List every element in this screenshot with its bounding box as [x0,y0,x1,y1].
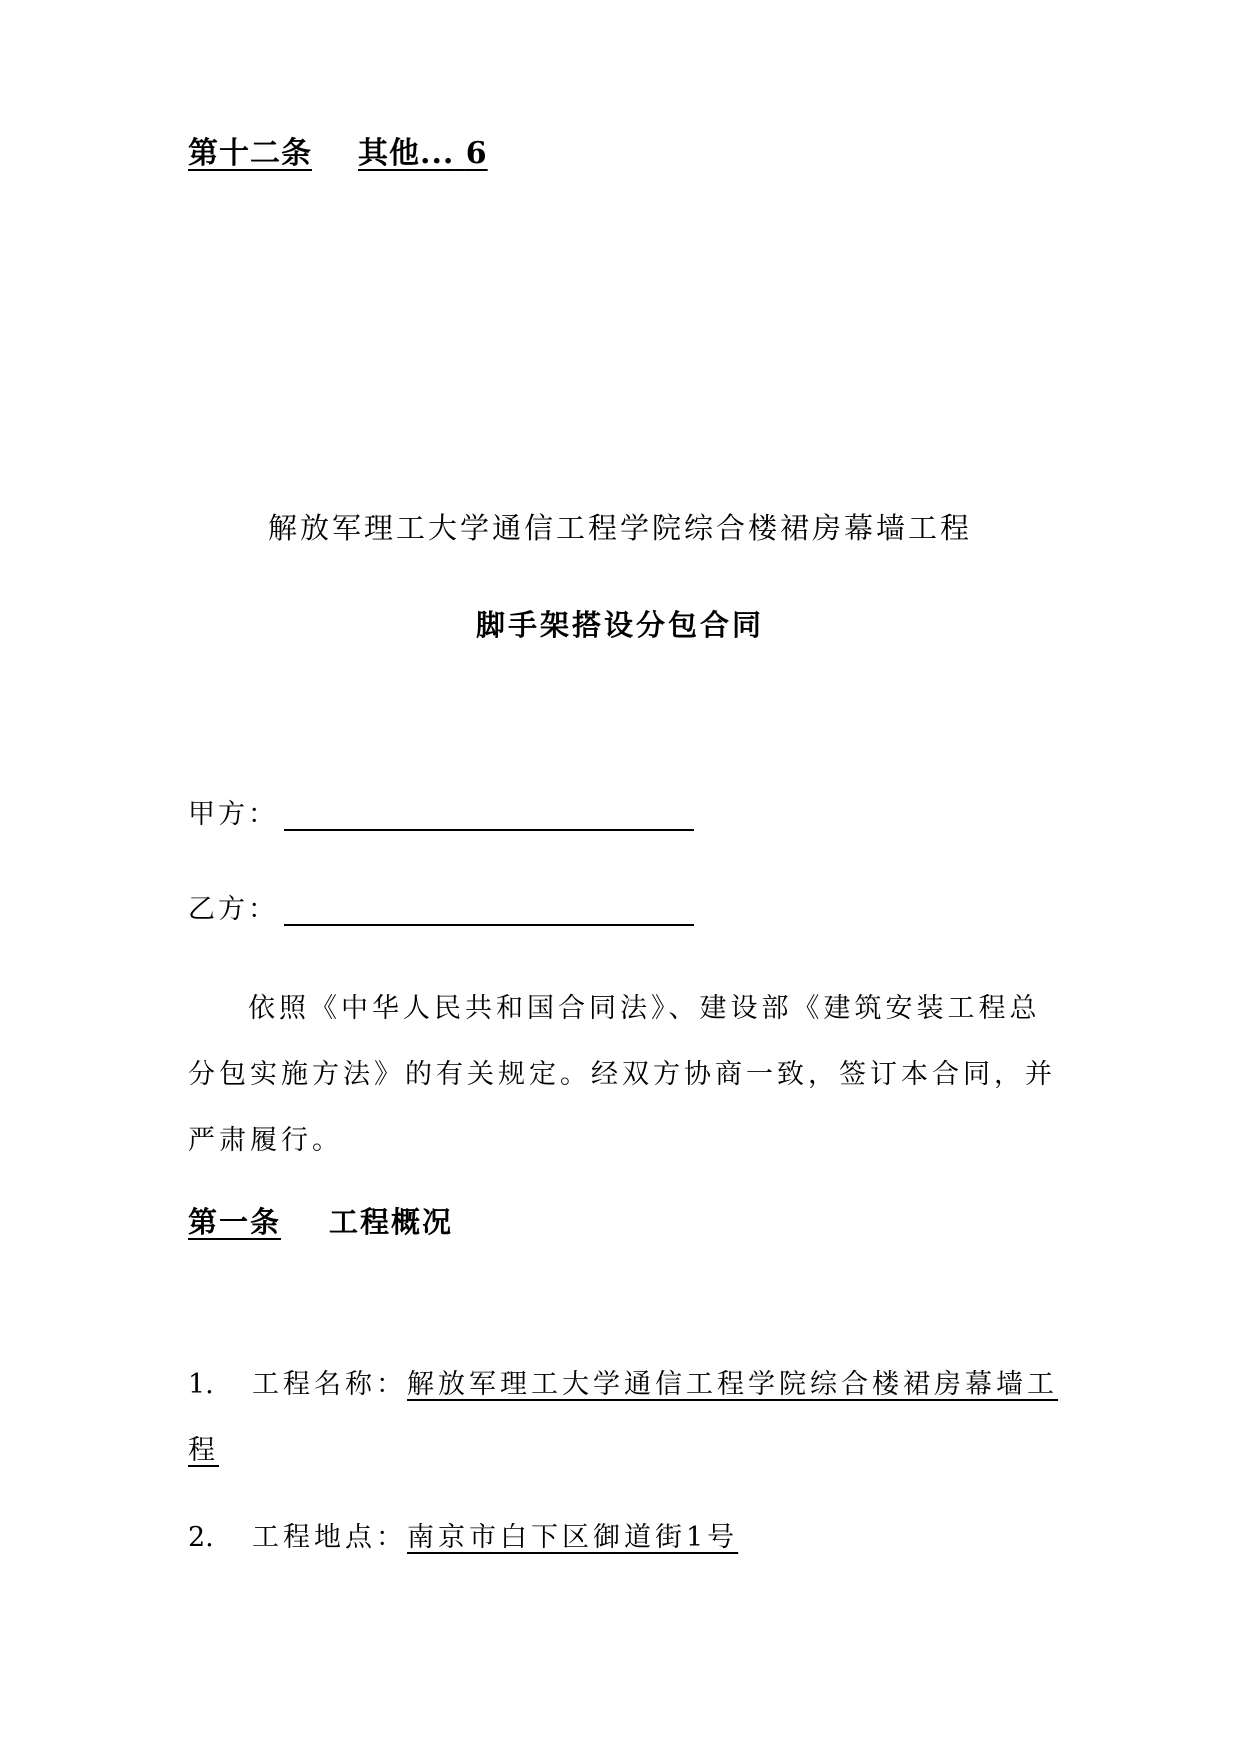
project-name-item [188,1352,1068,1484]
party-a-label: 甲方： [188,799,278,830]
project-location-value: 南京市白下区御道街1号 [407,1522,739,1553]
party-a-line [188,792,694,831]
item-index: 2. [188,1522,214,1553]
party-b-label: 乙方： [188,894,278,925]
toc-dots: ... [420,136,455,171]
party-b-blank [284,894,694,926]
article-1-heading [188,1200,453,1241]
party-a-blank [284,799,694,831]
item-label: 工程名称： [252,1369,407,1400]
project-name-value: 解放军理工大学通信工程学院综合楼裙房幕墙工程 [188,1369,1058,1466]
project-location-item [188,1505,1068,1571]
article-1-number: 第一条 [188,1205,282,1239]
article-1-title: 工程概况 [329,1205,454,1239]
item-label: 工程地点： [252,1522,407,1553]
toc-page: 6 [465,136,488,171]
contract-title-project: 解放军理工大学通信工程学院综合楼裙房幕墙工程 [267,511,972,545]
party-b-line [188,887,694,926]
toc-entry [188,128,488,172]
toc-article: 第十二条 [188,136,312,171]
toc-title: 其他 [358,136,420,171]
preamble-paragraph: 依照《中华人民共和国合同法》、建设部《建筑安装工程总分包实施方法》的有关规定。经双方协商一致，签订本合同，并严肃履行。 [188,993,1056,1156]
item-index: 1. [188,1369,214,1400]
contract-title-main: 脚手架搭设分包合同 [475,608,764,642]
